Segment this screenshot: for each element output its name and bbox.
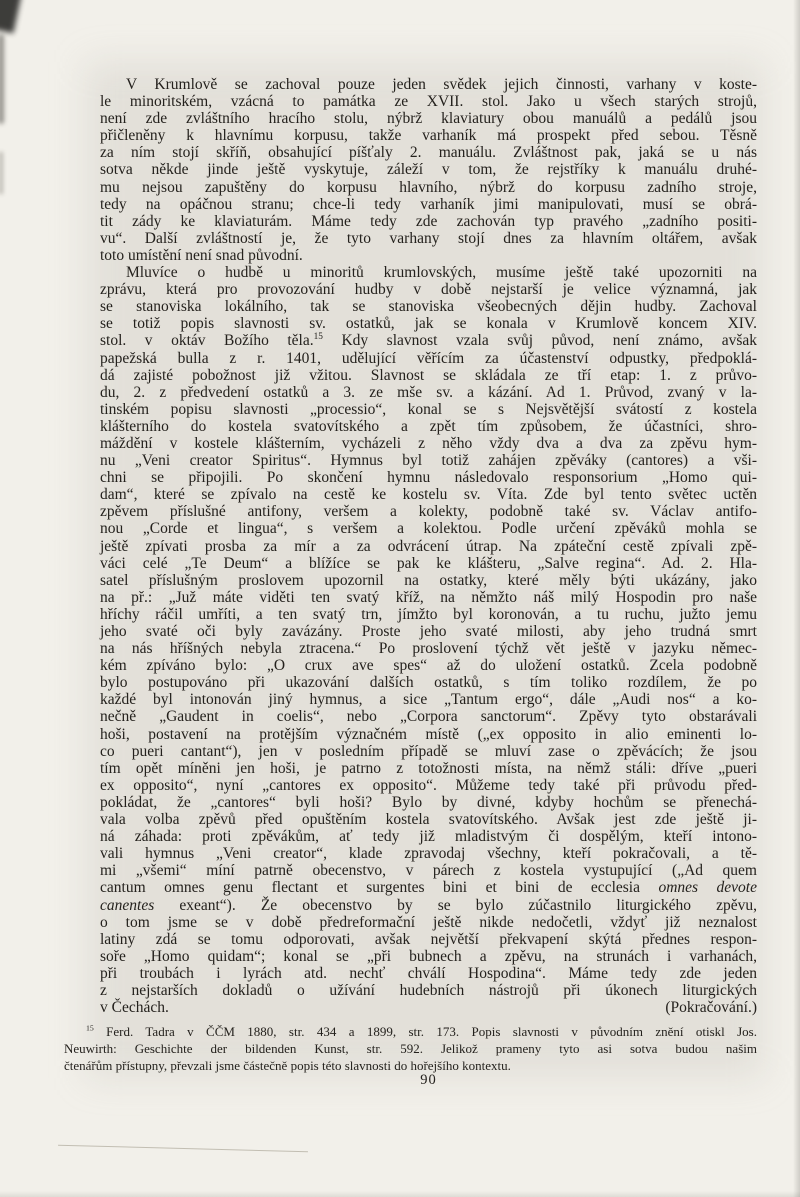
footnote-reference: 15 (86, 1023, 94, 1033)
text-line: klášterního do kostela svatovítského a zpět tím způsobem, že účastníci, shro- (100, 417, 757, 435)
scan-smudge-left-edge (0, 34, 4, 124)
text-line: du, 2. z předvedení ostatků a 3. ze mše sv. a kázání. Ad 1. Průvod, zvaný v la- (100, 383, 757, 401)
text-line: mu nejsou zapuštěny do korpusu hlavního, nýbrž do korpusu zadního stroje, (100, 178, 757, 196)
text-line: jeho svaté oči byly zavázány. Proste jeho svaté milosti, aby jeho trudná smrt (100, 623, 757, 640)
scan-bottom-edge-shadow (0, 1191, 800, 1197)
text-line: zprávu, která pro provozování hudby v době nejstarší je velice významná, jak (100, 281, 757, 299)
text-line: canentes exeant“). Že obecenstvo by se bylo zúčastnilo liturgického zpěvu, (100, 896, 757, 914)
text-line: V Krumlově se zachoval pouze jeden svědek jejich činnosti, varhany v koste- (126, 76, 757, 93)
footnote-reference: 15 (313, 332, 323, 343)
text-line: latiny zdá se tomu odporovati, avšak největší překvapení skýtá přednes respon- (100, 930, 757, 948)
text-line: nou „Corde et lingua“, s veršem a kolektou. Podle určení zpěváků mohla se (100, 520, 757, 538)
text-line: (Pokračování.) v Čechách. (100, 999, 757, 1017)
scan-right-edge-shadow (793, 0, 800, 1197)
text-line: Mluvíce o hudbě u minoritů krumlovských, musíme ještě také upozorniti na (126, 264, 757, 282)
text-line: tím opět míněni jen hoši, je patrno z totožnosti místa, na němž stáli: dříve „pueri (100, 759, 757, 777)
text-line: váci celé „Te Deum“ a blížíce se pak ke klášteru, „Salve regina“. Ad. 2. Hla- (100, 554, 757, 572)
text-line: ještě zpívati prosba za mír a za odvrácení útrap. Na zpáteční cestě zpívali zpě- (100, 537, 757, 555)
paragraph-2 (100, 264, 757, 1016)
text-line: $^{15}$ Ferd. Tadra v ČČM 1880, str. 434 a 1899, str. 173. Popis slavnosti v původním znění otiskl Jos. (86, 1023, 757, 1039)
main-text-block (100, 76, 757, 1016)
text-line: vala volba zpěvů před opuštěním kostela svatovítského. Avšak jest zde ještě ji- (100, 811, 757, 829)
text-line: sotva někde jinde ještě vyskytuje, záleží v tom, že rejstříky k manuálu druhé- (100, 161, 757, 179)
text-line: není zde zvláštního hracího stolu, nýbrž klaviatury obou manuálů a pedálů jsou (100, 110, 757, 128)
text-line: za ním stojí skříň, obsahující píšťaly 2. manuálu. Zvláštnost pak, jaká se u nás (100, 144, 757, 162)
text-line: mi „všemi“ míní patrně obecenstvo, v párech z kostela vystupující („Ad quem (100, 862, 757, 880)
text-line: na př.: „Juž máte viděti ten svatý kříž, na němžto náš milý Hospodin pro naše (100, 588, 757, 606)
text-line: cantum omnes genu flectant et surgentes bini et bini de ecclesia omnes devote (100, 879, 757, 897)
text-line: dam“, které se zpívalo na cestě ke kostelu sv. Víta. Zde byl tento světec uctěn (100, 486, 757, 504)
text-line: každé byl intonován jiný hymnus, a sice „Tantum ergo“, dále „Audi nos“ a ko- (100, 691, 757, 709)
text-line: tinském popisu slavnosti „processio“, konal se s Nejsvětější svátostí z kostela (100, 400, 757, 418)
continuation-label: (Pokračování.) (665, 999, 757, 1017)
text-line: soře „Homo quidam“; konal se „při bubnech a zpěvu, na strunách i varhanách, (100, 947, 757, 965)
text-line: papežská bulla z r. 1401, udělující věřícím za účastenství odpustky, předpoklá- (100, 349, 757, 367)
text-line: zpěvem příslušné antifony, veršem a kolekty, podobně také sv. Václav antifo- (100, 503, 757, 521)
text-line: pokládat, že „cantores“ byli hoši? Bylo by divné, kdyby hochům se přenechá- (100, 793, 757, 811)
text-line: tit zády ke klaviaturám. Máme tedy zde zachován typ pravého „zadního positi- (100, 212, 757, 230)
text-line: nu „Veni creator Spiritus“. Hymnus byl totiž zahájen zpěváky (cantores) a vši- (100, 452, 757, 470)
scan-smudge-top-left (0, 0, 22, 33)
text-line: co pueri cantant“), jen v posledním případě se mluví zase o zpěvácích; že jsou (100, 742, 757, 760)
text-line: hoši, postavení na protějším význačném místě („ex opposito in alio eminenti lo- (100, 725, 757, 743)
paragraph-1 (100, 76, 757, 264)
text-line: chni se připojili. Po skončení hymnu následovalo responsorium „Homo qui- (100, 469, 757, 487)
text-line: stol. v oktáv Božího těla.$^{15}$ Kdy slavnost vzala svůj původ, není známo, avšak (100, 332, 757, 350)
text-line: satel příslušným proslovem upozornil na ostatky, které měly býti ukázány, jako (100, 571, 757, 589)
text-line: ex opposito“, nyní „cantores ex opposito“. Můžeme tedy také při průvodu před- (100, 776, 757, 794)
text-line: se stanoviska lokálního, tak se stanoviska všeobecných dějin hudby. Zachoval (100, 298, 757, 316)
text-line: Neuwirth: Geschichte der bildenden Kunst, str. 592. Jelikož prameny tyto asi sotva budou našim (64, 1041, 757, 1056)
footnote-block (64, 1023, 757, 1074)
text-line: kém zpíváno bylo: „O crux ave spes“ až do uložení ostatků. Zcela podobně (100, 657, 757, 675)
text-line: vu“. Další zvláštností je, že tyto varhany stojí dnes za hlavním oltářem, avšak (100, 229, 757, 247)
text-line: přičleněny k hlavnímu korpusu, takže varhaník má prospekt před sebou. Těsně (100, 127, 757, 145)
text-line: bylo postupováno při ukazování dalších ostatků, s tím toliko rozdílem, že po (100, 674, 757, 692)
scan-scratch-bottom (58, 1145, 308, 1153)
text-line: dá zajisté pobožnost již vžitou. Slavnost se skládala ze tří etap: 1. z průvo- (100, 366, 757, 384)
text-line: toto umístění není snad původní. (100, 246, 303, 264)
page-number: 90 (420, 1072, 437, 1088)
text-line: se totiž popis slavnosti sv. ostatků, jak se konala v Krumlově koncem XIV. (100, 315, 757, 333)
scan-smudge-left-edge-2 (0, 152, 3, 194)
text-line: nečně „Gaudent in coelis“, nebo „Corpora sanctorum“. Zpěvy tyto obstarávali (100, 708, 757, 726)
text-line: le minoritském, vzácná to památka ze XVII. stol. Jako u všech starých strojů, (100, 93, 757, 111)
text-line: máždění v kostele klášterním, vycházeli z něho vždy dva a dva za zpěvu hym- (100, 434, 757, 452)
text-line: ná záhada: proti zpěvákům, ať tedy již mladistvým či dospělým, kteří intono- (100, 828, 757, 846)
text-line: o tom jsme se v době předreformační ještě nikde nedočetli, vždyť již neznalost (100, 913, 757, 931)
text-line: tedy na opáčnou stranu; chce-li tedy varhaník jimi manipulovati, musí se obrá- (100, 195, 757, 213)
text-line: při troubách i lyrách atd. nechť chválí Hospodina“. Máme tedy zde jeden (100, 964, 757, 982)
text-line: z nejstarších dokladů o užívání hudebních nástrojů při úkonech liturgických (100, 981, 757, 999)
text-line: čtenářům přístupny, převzali jsme částečně popis této slavnosti do hořejšího kontextu. (64, 1058, 511, 1073)
text-line: vali hymnus „Veni creator“, klade zpravodaj všechny, kteří pokračovali, a tě- (100, 845, 757, 863)
text-line: hříchy ráčil umříti, a ten svatý trn, jímžto byl koronován, a tu ruchu, južto jemu (100, 605, 757, 623)
text-line: na nás hříšných nebyla ztracena.“ Po proslovení týchž vět ještě v jazyku němec- (100, 640, 757, 658)
